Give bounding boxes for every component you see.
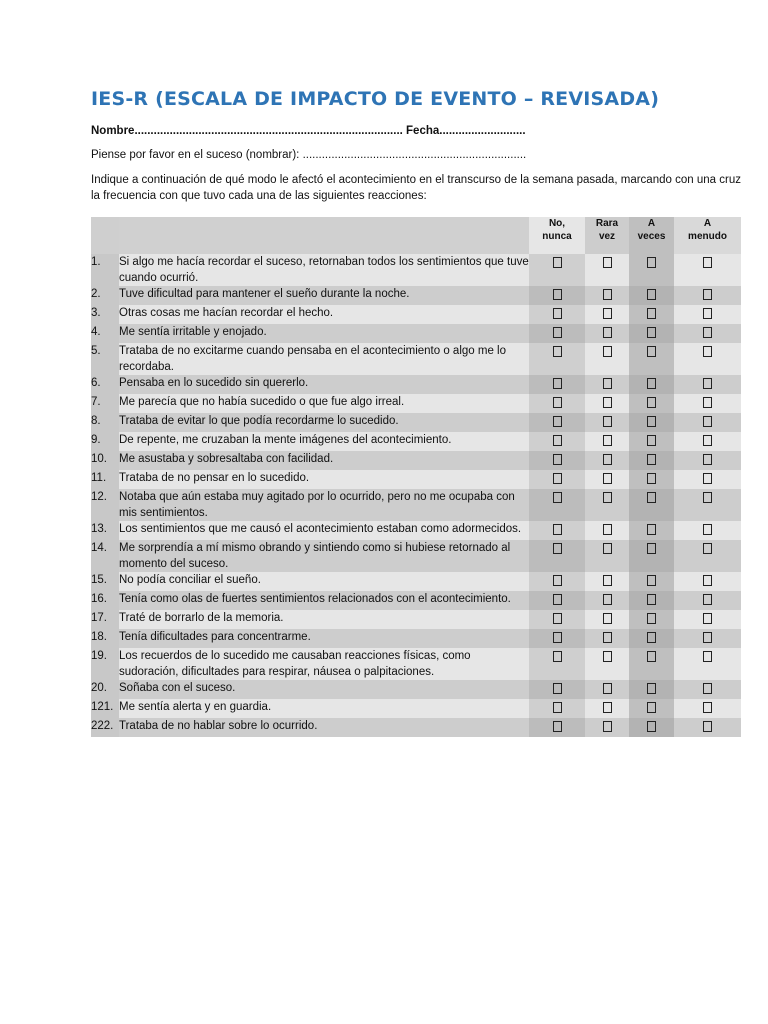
response-cell-often (674, 343, 741, 375)
checkbox-rarely[interactable] (603, 702, 612, 713)
response-cell-rarely (585, 324, 629, 343)
item-number: 3. (91, 305, 119, 324)
table-row (91, 375, 741, 394)
response-cell-rarely (585, 591, 629, 610)
checkbox-rarely[interactable] (603, 543, 612, 554)
response-cell-never (529, 572, 585, 591)
response-cell-sometimes (629, 610, 674, 629)
response-cell-often (674, 413, 741, 432)
item-number: 11. (91, 470, 119, 489)
checkbox-never[interactable] (553, 346, 562, 357)
item-statement: Soñaba con el suceso. (119, 680, 529, 699)
checkbox-rarely[interactable] (603, 435, 612, 446)
table-row (91, 305, 741, 324)
response-cell-sometimes (629, 540, 674, 572)
checkbox-often[interactable] (703, 702, 712, 713)
response-cell-rarely (585, 254, 629, 286)
response-cell-never (529, 343, 585, 375)
checkbox-never[interactable] (553, 632, 562, 643)
table-row (91, 413, 741, 432)
item-statement: Trataba de no hablar sobre lo ocurrido. (119, 718, 529, 737)
item-statement: Me sorprendía a mí mismo obrando y sintiendo como si hubiese retornado al momento del suceso. (119, 540, 529, 572)
response-cell-sometimes (629, 451, 674, 470)
response-cell-rarely (585, 648, 629, 680)
response-cell-rarely (585, 451, 629, 470)
checkbox-sometimes[interactable] (647, 327, 656, 338)
ies-r-table (91, 217, 741, 737)
response-cell-never (529, 413, 585, 432)
response-cell-rarely (585, 572, 629, 591)
table-body (91, 254, 741, 737)
item-number: 15. (91, 572, 119, 591)
item-statement: Tenía dificultades para concentrarme. (119, 629, 529, 648)
item-statement: Otras cosas me hacían recordar el hecho. (119, 305, 529, 324)
item-number: 8. (91, 413, 119, 432)
checkbox-often[interactable] (703, 613, 712, 624)
col-never-line1: No, (548, 218, 566, 229)
response-cell-never (529, 324, 585, 343)
response-cell-often (674, 324, 741, 343)
header-col-rarely (585, 217, 629, 254)
checkbox-often[interactable] (703, 575, 712, 586)
response-cell-often (674, 680, 741, 699)
checkbox-never[interactable] (553, 397, 562, 408)
item-number: 1. (91, 254, 119, 286)
checkbox-never[interactable] (553, 289, 562, 300)
response-cell-sometimes (629, 375, 674, 394)
checkbox-often[interactable] (703, 632, 712, 643)
checkbox-often[interactable] (703, 416, 712, 427)
checkbox-sometimes[interactable] (647, 397, 656, 408)
checkbox-never[interactable] (553, 378, 562, 389)
checkbox-rarely[interactable] (603, 594, 612, 605)
response-cell-sometimes (629, 521, 674, 540)
response-cell-never (529, 375, 585, 394)
checkbox-never[interactable] (553, 492, 562, 503)
table-row (91, 591, 741, 610)
item-number: 5. (91, 343, 119, 375)
checkbox-sometimes[interactable] (647, 721, 656, 732)
response-cell-sometimes (629, 718, 674, 737)
name-date-line: Nombre.................................................................................... Fecha........................... (91, 125, 526, 137)
item-number: 13. (91, 521, 119, 540)
response-cell-rarely (585, 540, 629, 572)
item-number: 222. (91, 718, 119, 737)
table-row (91, 540, 741, 572)
table-row (91, 610, 741, 629)
table-row (91, 521, 741, 540)
checkbox-rarely[interactable] (603, 289, 612, 300)
response-cell-never (529, 718, 585, 737)
checkbox-never[interactable] (553, 416, 562, 427)
item-statement: Tenía como olas de fuertes sentimientos relacionados con el acontecimiento. (119, 591, 529, 610)
response-cell-rarely (585, 375, 629, 394)
checkbox-never[interactable] (553, 613, 562, 624)
table-row (91, 489, 741, 521)
checkbox-rarely[interactable] (603, 473, 612, 484)
response-cell-never (529, 394, 585, 413)
table-row (91, 680, 741, 699)
checkbox-never[interactable] (553, 524, 562, 535)
item-number: 19. (91, 648, 119, 680)
event-line: Piense por favor en el suceso (nombrar): ...................................................................... (91, 149, 527, 161)
header-item-cell (119, 217, 529, 254)
response-cell-never (529, 489, 585, 521)
checkbox-rarely[interactable] (603, 257, 612, 268)
item-number: 2. (91, 286, 119, 305)
response-cell-never (529, 521, 585, 540)
item-statement: Si algo me hacía recordar el suceso, retornaban todos los sentimientos que tuve cuando ocurrió. (119, 256, 529, 284)
checkbox-never[interactable] (553, 702, 562, 713)
header-col-sometimes (629, 217, 674, 254)
response-cell-sometimes (629, 343, 674, 375)
checkbox-often[interactable] (703, 327, 712, 338)
item-statement: Los sentimientos que me causó el acontecimiento estaban como adormecidos. (119, 521, 529, 540)
checkbox-often[interactable] (703, 397, 712, 408)
response-cell-sometimes (629, 254, 674, 286)
checkbox-rarely[interactable] (603, 492, 612, 503)
col-never-line2: nunca (542, 231, 572, 242)
checkbox-sometimes[interactable] (647, 492, 656, 503)
response-cell-sometimes (629, 286, 674, 305)
checkbox-often[interactable] (703, 454, 712, 465)
item-number: 6. (91, 375, 119, 394)
checkbox-often[interactable] (703, 492, 712, 503)
table-row (91, 699, 741, 718)
table-row (91, 470, 741, 489)
checkbox-sometimes[interactable] (647, 651, 656, 662)
response-cell-rarely (585, 629, 629, 648)
response-cell-never (529, 591, 585, 610)
table-row (91, 343, 741, 375)
checkbox-rarely[interactable] (603, 454, 612, 465)
response-cell-sometimes (629, 305, 674, 324)
item-statement: Traté de borrarlo de la memoria. (119, 610, 529, 629)
checkbox-never[interactable] (553, 575, 562, 586)
response-cell-sometimes (629, 324, 674, 343)
checkbox-sometimes[interactable] (647, 632, 656, 643)
checkbox-sometimes[interactable] (647, 543, 656, 554)
response-cell-often (674, 591, 741, 610)
checkbox-rarely[interactable] (603, 378, 612, 389)
item-statement: Pensaba en lo sucedido sin quererlo. (119, 375, 529, 394)
response-cell-sometimes (629, 699, 674, 718)
col-often-line1: A (703, 218, 712, 229)
response-cell-never (529, 286, 585, 305)
checkbox-sometimes[interactable] (647, 613, 656, 624)
table-row (91, 629, 741, 648)
item-number: 17. (91, 610, 119, 629)
response-cell-never (529, 680, 585, 699)
checkbox-rarely[interactable] (603, 397, 612, 408)
checkbox-often[interactable] (703, 473, 712, 484)
response-cell-often (674, 610, 741, 629)
response-cell-often (674, 699, 741, 718)
checkbox-sometimes[interactable] (647, 594, 656, 605)
col-often-line2: menudo (688, 231, 727, 242)
checkbox-rarely[interactable] (603, 613, 612, 624)
checkbox-sometimes[interactable] (647, 524, 656, 535)
checkbox-sometimes[interactable] (647, 454, 656, 465)
checkbox-often[interactable] (703, 524, 712, 535)
response-cell-often (674, 286, 741, 305)
checkbox-often[interactable] (703, 308, 712, 319)
response-cell-often (674, 718, 741, 737)
checkbox-often[interactable] (703, 257, 712, 268)
response-cell-never (529, 254, 585, 286)
item-statement: No podía conciliar el sueño. (119, 572, 529, 591)
response-cell-never (529, 699, 585, 718)
item-number: 20. (91, 680, 119, 699)
checkbox-often[interactable] (703, 378, 712, 389)
response-cell-rarely (585, 489, 629, 521)
table-row (91, 286, 741, 305)
response-cell-rarely (585, 394, 629, 413)
response-cell-rarely (585, 718, 629, 737)
table-row (91, 451, 741, 470)
checkbox-never[interactable] (553, 683, 562, 694)
response-cell-sometimes (629, 572, 674, 591)
response-cell-sometimes (629, 591, 674, 610)
response-cell-often (674, 521, 741, 540)
item-statement: Trataba de no pensar en lo sucedido. (119, 470, 529, 489)
checkbox-often[interactable] (703, 651, 712, 662)
response-cell-never (529, 648, 585, 680)
checkbox-sometimes[interactable] (647, 289, 656, 300)
checkbox-sometimes[interactable] (647, 435, 656, 446)
checkbox-never[interactable] (553, 473, 562, 484)
response-cell-never (529, 305, 585, 324)
checkbox-sometimes[interactable] (647, 575, 656, 586)
checkbox-never[interactable] (553, 308, 562, 319)
response-cell-sometimes (629, 432, 674, 451)
response-cell-often (674, 540, 741, 572)
response-cell-sometimes (629, 648, 674, 680)
response-cell-never (529, 610, 585, 629)
checkbox-sometimes[interactable] (647, 378, 656, 389)
response-cell-often (674, 648, 741, 680)
instructions-text: Indique a continuación de qué modo le afectó el acontecimiento en el transcurso de la semana pasada, marcando con una cruz la frecuencia con que tuvo cada una de las siguientes reacciones: (91, 174, 741, 202)
checkbox-sometimes[interactable] (647, 257, 656, 268)
checkbox-often[interactable] (703, 683, 712, 694)
response-cell-often (674, 375, 741, 394)
header-col-often (674, 217, 741, 254)
table-row (91, 324, 741, 343)
item-number: 10. (91, 451, 119, 470)
checkbox-never[interactable] (553, 594, 562, 605)
item-statement: Me parecía que no había sucedido o que fue algo irreal. (119, 394, 529, 413)
checkbox-rarely[interactable] (603, 575, 612, 586)
response-cell-sometimes (629, 413, 674, 432)
checkbox-sometimes[interactable] (647, 702, 656, 713)
checkbox-rarely[interactable] (603, 651, 612, 662)
checkbox-often[interactable] (703, 594, 712, 605)
checkbox-sometimes[interactable] (647, 346, 656, 357)
checkbox-often[interactable] (703, 435, 712, 446)
item-statement: De repente, me cruzaban la mente imágenes del acontecimiento. (119, 432, 529, 451)
item-number: 12. (91, 489, 119, 521)
item-statement: Trataba de no excitarme cuando pensaba en el acontecimiento o algo me lo recordaba. (119, 343, 529, 375)
checkbox-rarely[interactable] (603, 524, 612, 535)
response-cell-often (674, 470, 741, 489)
checkbox-rarely[interactable] (603, 308, 612, 319)
checkbox-often[interactable] (703, 346, 712, 357)
checkbox-rarely[interactable] (603, 683, 612, 694)
item-statement: Tuve dificultad para mantener el sueño durante la noche. (119, 286, 529, 305)
item-statement: Me asustaba y sobresaltaba con facilidad. (119, 451, 529, 470)
response-cell-rarely (585, 305, 629, 324)
table-row (91, 718, 741, 737)
response-cell-rarely (585, 343, 629, 375)
checkbox-rarely[interactable] (603, 346, 612, 357)
document-header (91, 86, 741, 204)
response-cell-often (674, 305, 741, 324)
response-cell-sometimes (629, 489, 674, 521)
response-cell-never (529, 629, 585, 648)
response-cell-rarely (585, 699, 629, 718)
checkbox-often[interactable] (703, 543, 712, 554)
item-statement: Los recuerdos de lo sucedido me causaban reacciones físicas, como sudoración, dificultades para respirar, náusea o palpitaciones. (119, 648, 529, 680)
checkbox-never[interactable] (553, 435, 562, 446)
item-number: 121. (91, 699, 119, 718)
checkbox-often[interactable] (703, 289, 712, 300)
checkbox-never[interactable] (553, 721, 562, 732)
response-cell-often (674, 254, 741, 286)
table-row (91, 394, 741, 413)
checkbox-rarely[interactable] (603, 721, 612, 732)
response-cell-rarely (585, 413, 629, 432)
response-cell-rarely (585, 521, 629, 540)
col-sometimes-line1: A (647, 218, 656, 229)
response-cell-often (674, 572, 741, 591)
checkbox-never[interactable] (553, 651, 562, 662)
checkbox-rarely[interactable] (603, 632, 612, 643)
item-statement: Me sentía alerta y en guardia. (119, 699, 529, 718)
item-number: 9. (91, 432, 119, 451)
table-row (91, 254, 741, 286)
col-rarely-line1: Rara (595, 218, 619, 229)
response-cell-never (529, 451, 585, 470)
response-cell-never (529, 432, 585, 451)
item-number: 18. (91, 629, 119, 648)
col-sometimes-line2: veces (637, 231, 666, 242)
response-cell-rarely (585, 680, 629, 699)
response-cell-sometimes (629, 680, 674, 699)
checkbox-never[interactable] (553, 327, 562, 338)
item-statement: Notaba que aún estaba muy agitado por lo ocurrido, pero no me ocupaba con mis sentimientos. (119, 489, 529, 521)
table-row (91, 432, 741, 451)
item-number: 14. (91, 540, 119, 572)
response-cell-often (674, 489, 741, 521)
response-cell-often (674, 432, 741, 451)
item-number: 16. (91, 591, 119, 610)
response-cell-sometimes (629, 394, 674, 413)
table-row (91, 572, 741, 591)
document-title: IES-R (ESCALA DE IMPACTO DE EVENTO – REVISADA) (91, 88, 660, 110)
response-cell-rarely (585, 470, 629, 489)
checkbox-rarely[interactable] (603, 416, 612, 427)
checkbox-sometimes[interactable] (647, 308, 656, 319)
response-cell-often (674, 629, 741, 648)
response-cell-rarely (585, 286, 629, 305)
table-row (91, 648, 741, 680)
checkbox-rarely[interactable] (603, 327, 612, 338)
item-statement: Trataba de evitar lo que podía recordarme lo sucedido. (119, 413, 529, 432)
checkbox-sometimes[interactable] (647, 683, 656, 694)
checkbox-never[interactable] (553, 454, 562, 465)
response-cell-never (529, 470, 585, 489)
response-cell-rarely (585, 432, 629, 451)
checkbox-sometimes[interactable] (647, 473, 656, 484)
header-num-cell (91, 217, 119, 254)
response-cell-never (529, 540, 585, 572)
col-rarely-line2: vez (598, 231, 616, 242)
header-col-never (529, 217, 585, 254)
checkbox-sometimes[interactable] (647, 416, 656, 427)
checkbox-never[interactable] (553, 543, 562, 554)
response-cell-often (674, 394, 741, 413)
item-number: 4. (91, 324, 119, 343)
item-statement: Me sentía irritable y enojado. (119, 324, 529, 343)
item-number: 7. (91, 394, 119, 413)
checkbox-never[interactable] (553, 257, 562, 268)
response-cell-sometimes (629, 470, 674, 489)
response-cell-sometimes (629, 629, 674, 648)
checkbox-often[interactable] (703, 721, 712, 732)
table-header-row (91, 217, 741, 254)
response-cell-rarely (585, 610, 629, 629)
response-cell-often (674, 451, 741, 470)
